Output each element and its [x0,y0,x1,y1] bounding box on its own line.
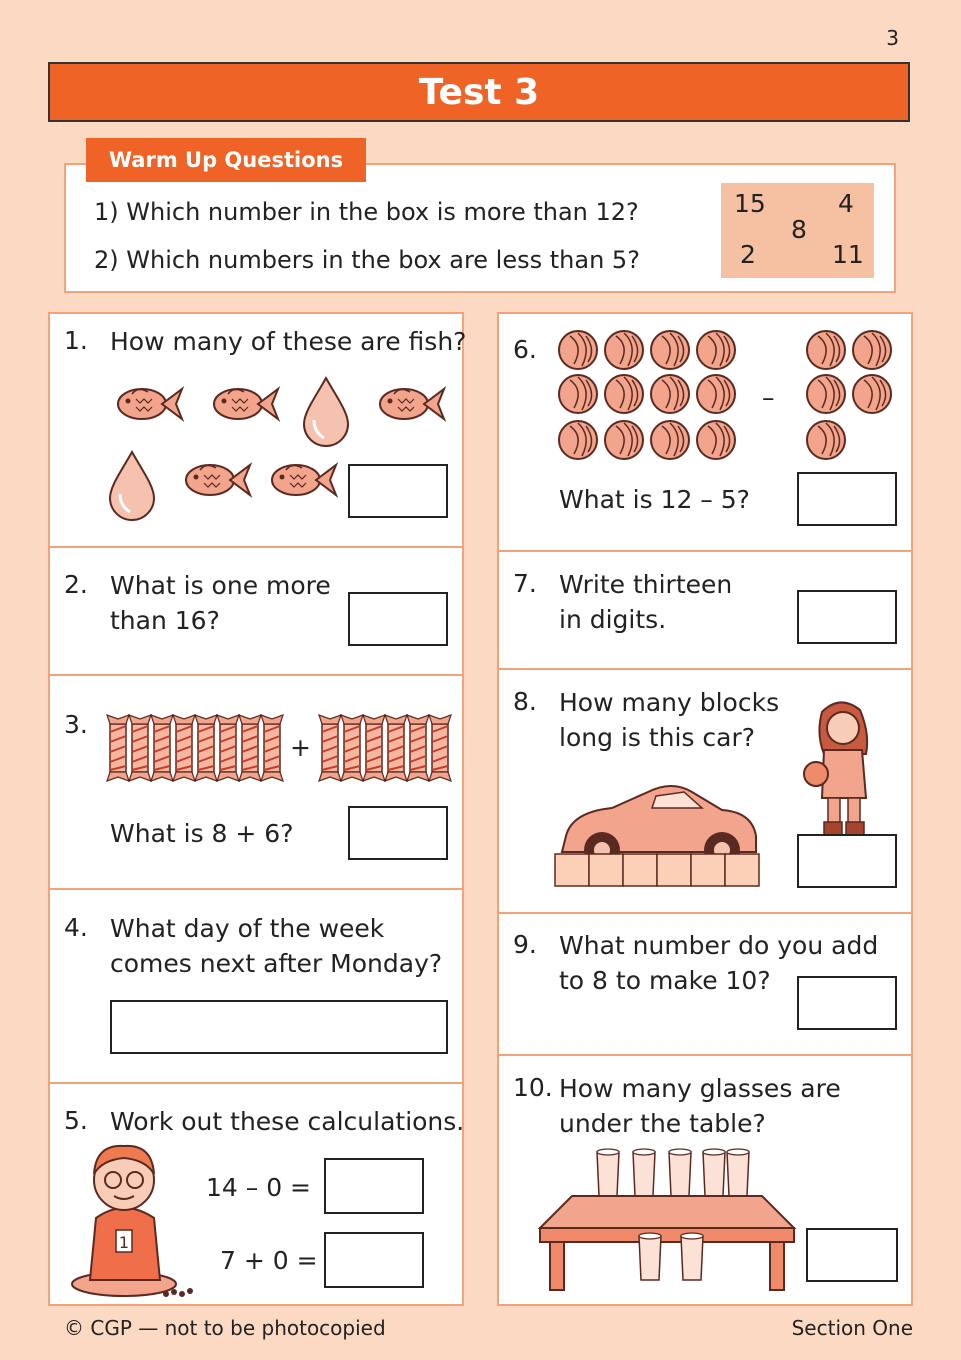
question-2-line-1: What is one more [110,571,331,600]
question-8-line-2: long is this car? [559,723,755,752]
drop-icon [304,378,348,446]
child-illustration [66,1134,200,1300]
question-4-line-1: What day of the week [110,914,385,943]
answer-box-4[interactable] [110,1000,448,1054]
question-9-line-2: to 8 to make 10? [559,966,771,995]
sweets-illustration [104,700,454,796]
ball-icon [605,421,643,459]
question-3-text: What is 8 + 6? [110,819,294,848]
box-number: 8 [791,215,807,244]
glass-icon [727,1149,749,1196]
answer-box-5b[interactable] [324,1232,424,1288]
glass-icon [669,1149,691,1196]
copyright-footer: © CGP — not to be photocopied [64,1316,386,1340]
section-footer: Section One [791,1316,913,1340]
question-5-text: Work out these calculations. [110,1107,465,1136]
question-number: 8. [513,687,537,716]
question-number: 4. [64,913,88,942]
question-number: 10. [513,1073,553,1102]
fish-icon [186,465,250,495]
warm-up-label: Warm Up Questions [86,138,366,182]
fish-icon [272,465,336,495]
ball-icon [807,421,845,459]
plus-sign: + [290,733,311,762]
fish-icon [118,389,182,419]
sweet-icon [407,715,429,781]
question-4-line-2: comes next after Monday? [110,949,443,978]
answer-box-5a[interactable] [324,1158,424,1214]
ball-icon [651,421,689,459]
ball-icon [697,375,735,413]
page-number: 3 [886,26,899,50]
sweet-icon [319,715,341,781]
question-number: 9. [513,930,537,959]
question-10-line-1: How many glasses are [559,1074,841,1103]
calculation-2: 7 + 0 = [220,1246,318,1275]
sweet-icon [107,715,129,781]
table-and-glasses-illustration [536,1140,798,1292]
glass-icon [633,1149,655,1196]
answer-box-1[interactable] [348,464,448,518]
ball-icon [559,421,597,459]
sweet-icon [217,715,239,781]
question-number: 5. [64,1106,88,1135]
question-7-line-1: Write thirteen [559,570,733,599]
question-number: 7. [513,569,537,598]
box-number: 11 [832,240,864,269]
drop-icon [110,452,154,520]
ball-icon [651,375,689,413]
answer-box-6[interactable] [797,472,897,526]
answer-box-2[interactable] [348,592,448,646]
answer-box-7[interactable] [797,590,897,644]
sweet-icon [385,715,407,781]
fish-icon [380,389,444,419]
ball-icon [605,331,643,369]
ball-icon [651,331,689,369]
sweet-icon [429,715,451,781]
answer-box-3[interactable] [348,806,448,860]
question-number: 6. [513,335,537,364]
number-box [721,183,874,278]
answer-box-9[interactable] [797,976,897,1030]
warm-up-question-2: 2) Which numbers in the box are less than 5? [94,246,640,274]
ball-icon [559,375,597,413]
sweet-icon [239,715,261,781]
ball-icon [697,331,735,369]
glass-icon [703,1149,725,1196]
question-number: 1. [64,326,88,355]
car-on-blocks-illustration [552,766,764,890]
calculation-1: 14 – 0 = [206,1173,312,1202]
box-number: 15 [734,189,766,218]
box-number: 4 [838,189,854,218]
question-6-text: What is 12 – 5? [559,485,750,514]
minus-sign: – [762,383,775,412]
glass-icon [597,1149,619,1196]
girl-illustration [800,694,890,842]
ball-icon [807,375,845,413]
sweet-icon [341,715,363,781]
question-8-line-1: How many blocks [559,688,780,717]
sweet-icon [195,715,217,781]
balls-illustration [554,328,900,464]
ball-icon [559,331,597,369]
sweet-icon [173,715,195,781]
question-number: 3. [64,710,88,739]
answer-box-8[interactable] [797,834,897,888]
sweet-icon [129,715,151,781]
sweet-icon [151,715,173,781]
glass-icon [639,1233,661,1280]
ball-icon [853,331,891,369]
glass-icon [681,1233,703,1280]
sweet-icon [363,715,385,781]
fish-icon [214,389,278,419]
ball-icon [853,375,891,413]
box-number: 2 [740,240,756,269]
question-9-line-1: What number do you add [559,931,879,960]
shirt-number: 1 [118,1233,130,1252]
ball-icon [697,421,735,459]
question-7-line-2: in digits. [559,605,667,634]
question-1-text: How many of these are fish? [110,327,467,356]
question-10-line-2: under the table? [559,1109,766,1138]
page-title: Test 3 [48,62,910,122]
answer-box-10[interactable] [806,1228,898,1282]
question-number: 2. [64,570,88,599]
sweet-icon [261,715,283,781]
ball-icon [807,331,845,369]
warm-up-question-1: 1) Which number in the box is more than 12? [94,198,639,226]
ball-icon [605,375,643,413]
question-2-line-2: than 16? [110,606,220,635]
